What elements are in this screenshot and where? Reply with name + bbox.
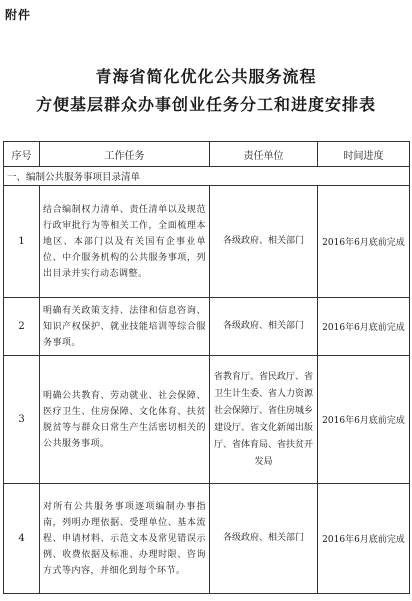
header-num: 序号 bbox=[4, 142, 40, 167]
row-progress: 2016年6月底前完成 bbox=[318, 298, 410, 356]
header-progress: 时间进度 bbox=[318, 142, 410, 167]
section-title: 一、编制公共服务事项目录清单 bbox=[4, 167, 410, 186]
row-num: 4 bbox=[4, 484, 40, 594]
table-row bbox=[4, 298, 410, 356]
row-progress: 2016年6月底前完成 bbox=[318, 186, 410, 298]
attachment-label: 附件 bbox=[5, 8, 32, 22]
row-progress: 2016年6月底前完成 bbox=[318, 484, 410, 594]
table-row bbox=[4, 186, 410, 298]
row-task: 对所有公共服务事项逐项编制办事指南，列明办理依据、受理单位、基本流程、申请材料、示范文本及常见错误示例、收费依据及标准、办理时限、咨询方式等内容，并细化到每个环节。 bbox=[40, 484, 210, 594]
row-dept: 各级政府、相关部门 bbox=[210, 298, 318, 356]
header-dept: 责任单位 bbox=[210, 142, 318, 167]
row-num: 3 bbox=[4, 356, 40, 484]
row-num: 1 bbox=[4, 186, 40, 298]
task-schedule-table bbox=[3, 141, 410, 594]
header-task: 工作任务 bbox=[40, 142, 210, 167]
table-row bbox=[4, 484, 410, 594]
table-row bbox=[4, 356, 410, 484]
row-dept: 省教育厅、省民政厅、省卫生计生委、省人力资源社会保障厅、省住房城乡建设厅、省文化新闻出版厅、省体育局、省扶贫开发局 bbox=[210, 356, 318, 484]
table-header-row bbox=[4, 142, 410, 167]
row-num: 2 bbox=[4, 298, 40, 356]
document-title-line-1: 青海省简化优化公共服务流程 bbox=[95, 67, 317, 86]
row-task: 明确公共教育、劳动就业、社会保障、医疗卫生、住房保障、文化体育、扶贫脱贫等与群众日常生产生活密切相关的公共服务事项。 bbox=[40, 356, 210, 484]
row-dept: 各级政府、相关部门 bbox=[210, 484, 318, 594]
row-progress: 2016年6月底前完成 bbox=[318, 356, 410, 484]
row-task: 明确有关政策支持、法律和信息咨询、知识产权保护、就业技能培训等综合服务事项。 bbox=[40, 298, 210, 356]
document-title-line-2: 方便基层群众办事创业任务分工和进度安排表 bbox=[35, 95, 376, 114]
section-row bbox=[4, 167, 410, 186]
row-task: 结合编制权力清单、责任清单以及规范行政审批行为等相关工作，全面梳理本地区、本部门以及有关国有企事业单位、中介服务机构的公共服务事项，列出目录并实行动态调整。 bbox=[40, 186, 210, 298]
row-dept: 各级政府、相关部门 bbox=[210, 186, 318, 298]
